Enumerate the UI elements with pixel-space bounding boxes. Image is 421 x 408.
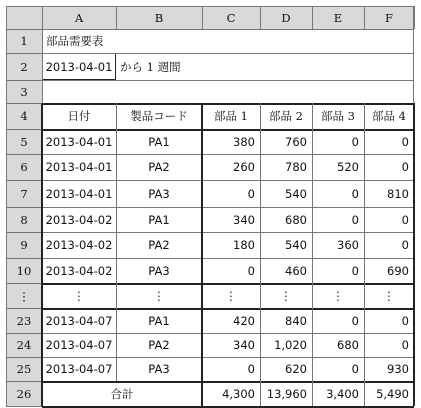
table-cell[interactable]: ⋮ [73, 288, 85, 303]
table-cell[interactable]: 0 [401, 338, 409, 352]
table-col-line [260, 103, 261, 406]
row-header-divider [6, 29, 42, 30]
start-date-cell[interactable]: 2013-04-01 [42, 53, 116, 80]
table-cell[interactable]: 460 [285, 263, 307, 278]
row-header-divider [6, 258, 42, 259]
table-cell[interactable]: 690 [387, 263, 409, 278]
row-header-divider [6, 357, 42, 358]
table-cell[interactable]: 2013-04-01 [45, 160, 113, 174]
table-row-line [42, 103, 414, 105]
table-row-line [42, 308, 414, 310]
total-cell-4[interactable]: 5,490 [376, 386, 409, 401]
row-header-divider [6, 53, 42, 54]
table-cell[interactable]: 2013-04-07 [45, 313, 113, 328]
row-header-8[interactable]: 8 [6, 207, 42, 232]
table-cell[interactable]: 0 [401, 313, 409, 328]
table-cell[interactable]: 2013-04-02 [45, 212, 113, 227]
table-cell[interactable]: 0 [247, 186, 255, 201]
column-header-divider [260, 6, 261, 29]
table-cell[interactable]: 930 [387, 362, 409, 376]
table-row-line [42, 207, 414, 208]
table-cell[interactable]: 0 [247, 362, 255, 376]
table-cell[interactable]: 680 [337, 338, 359, 352]
table-cell[interactable]: 2013-04-01 [45, 186, 113, 201]
column-header-b[interactable]: B [116, 6, 202, 29]
table-cell[interactable]: PA2 [148, 160, 170, 174]
table-cell[interactable]: 0 [351, 134, 359, 149]
table-cell[interactable]: ⋮ [332, 288, 344, 303]
table-cell[interactable]: 0 [401, 134, 409, 149]
table-cell[interactable]: 2013-04-07 [45, 338, 113, 352]
total-cell-3[interactable]: 3,400 [326, 386, 359, 401]
table-cell[interactable]: 760 [285, 134, 307, 149]
table-col-line [116, 103, 117, 381]
table-cell[interactable]: 780 [285, 160, 307, 174]
table-cell[interactable]: 0 [351, 313, 359, 328]
table-cell[interactable]: 380 [233, 134, 255, 149]
table-cell[interactable]: ⋮ [280, 288, 292, 303]
table-cell[interactable]: 0 [247, 263, 255, 278]
row-header-14[interactable]: 25 [6, 357, 42, 381]
table-row-line [42, 283, 414, 285]
row-header-7[interactable]: 7 [6, 180, 42, 207]
top-border [6, 6, 414, 7]
row-header-6[interactable]: 6 [6, 154, 42, 180]
table-cell[interactable]: 0 [351, 212, 359, 227]
table-cell[interactable]: 1,020 [274, 338, 307, 352]
table-cell[interactable]: PA3 [148, 186, 170, 201]
table-cell[interactable]: 260 [233, 160, 255, 174]
column-header-divider [116, 6, 117, 29]
table-row-line [42, 232, 414, 233]
table-row-line [42, 180, 414, 181]
table-cell[interactable]: ⋮ [153, 288, 165, 303]
spreadsheet [6, 6, 414, 401]
table-cell[interactable]: ⋮ [383, 288, 395, 303]
column-header-divider [414, 6, 415, 29]
row-header-divider [6, 129, 42, 130]
row-header-divider [6, 308, 42, 309]
total-cell-2[interactable]: 13,960 [266, 386, 307, 401]
row-header-divider [6, 406, 42, 407]
table-header-3[interactable]: 部品 1 [214, 109, 248, 123]
table-cell[interactable]: 180 [233, 238, 255, 252]
column-header-f[interactable]: F [364, 6, 414, 29]
row-header-divider [6, 232, 42, 233]
table-cell[interactable]: 420 [233, 313, 255, 328]
table-cell[interactable]: 0 [401, 160, 409, 174]
row-header-2[interactable]: 2 [6, 53, 42, 80]
table-cell[interactable]: 0 [401, 212, 409, 227]
table-header-2[interactable]: 製品コード [130, 109, 188, 123]
sheet-title[interactable]: 部品需要表 [46, 34, 104, 48]
table-row-line [42, 357, 414, 358]
row-header-5[interactable]: 5 [6, 129, 42, 154]
row-header-divider [6, 381, 42, 382]
table-cell[interactable]: 0 [401, 238, 409, 252]
column-header-a[interactable]: A [42, 6, 116, 29]
total-label: 合計 [110, 386, 134, 401]
row-header-divider [6, 207, 42, 208]
table-row-line [42, 154, 414, 155]
table-cell[interactable]: 2013-04-01 [45, 134, 113, 149]
table-cell[interactable]: 2013-04-02 [45, 263, 113, 278]
row-header-divider [6, 103, 42, 104]
row-header-divider [6, 80, 42, 81]
table-header-6[interactable]: 部品 4 [372, 109, 406, 123]
table-row-line [42, 129, 414, 131]
row-header-divider [6, 154, 42, 155]
column-header-d[interactable]: D [260, 6, 312, 29]
table-cell[interactable]: PA2 [148, 238, 170, 252]
row-header-11[interactable]: ⋮ [6, 283, 42, 308]
table-cell[interactable]: 340 [233, 212, 255, 227]
table-col-line [41, 103, 43, 406]
table-cell[interactable]: 840 [285, 313, 307, 328]
table-col-line [364, 103, 365, 406]
table-cell[interactable]: 540 [285, 186, 307, 201]
row-header-1[interactable]: 1 [6, 29, 42, 53]
table-cell[interactable]: 340 [233, 338, 255, 352]
row-header-4[interactable]: 4 [6, 103, 42, 129]
row-header-12[interactable]: 23 [6, 308, 42, 333]
row-header-divider [6, 283, 42, 284]
table-row-line [42, 381, 414, 383]
table-cell[interactable]: PA3 [148, 263, 170, 278]
row-header-9[interactable]: 9 [6, 232, 42, 258]
period-text: から 1 週間 [120, 59, 181, 74]
table-row-line [42, 258, 414, 259]
row-header-15[interactable]: 26 [6, 381, 42, 406]
table-cell[interactable]: ⋮ [225, 288, 237, 303]
grid-row-line [42, 53, 414, 54]
table-cell[interactable]: 360 [337, 238, 359, 252]
table-cell[interactable]: 810 [387, 186, 409, 201]
table-header-4[interactable]: 部品 2 [269, 109, 303, 123]
column-header-e[interactable]: E [312, 6, 364, 29]
table-cell[interactable]: PA2 [148, 338, 170, 352]
left-border [6, 6, 7, 406]
table-cell[interactable]: PA3 [148, 362, 170, 376]
total-cell-1[interactable]: 4,300 [222, 386, 255, 401]
table-header-1[interactable]: 日付 [67, 109, 91, 123]
table-cell[interactable]: PA1 [148, 212, 170, 227]
column-header-divider [202, 6, 203, 29]
table-cell[interactable]: 2013-04-02 [45, 238, 113, 252]
column-header-divider [312, 6, 313, 29]
row-header-divider [6, 333, 42, 334]
row-header-divider [6, 180, 42, 181]
table-cell[interactable]: 0 [351, 263, 359, 278]
row-header-13[interactable]: 24 [6, 333, 42, 357]
table-col-line [201, 103, 203, 406]
grid-row-line [42, 29, 414, 30]
table-row-line [42, 333, 414, 334]
row-header-10[interactable]: 10 [6, 258, 42, 283]
grid-row-line [42, 80, 414, 81]
table-header-5[interactable]: 部品 3 [321, 109, 355, 123]
table-cell[interactable]: 620 [285, 362, 307, 376]
column-header-divider [364, 6, 365, 29]
table-cell[interactable]: PA1 [148, 134, 170, 149]
column-header-c[interactable]: C [202, 6, 260, 29]
table-col-line [312, 103, 313, 406]
table-col-line [413, 103, 415, 406]
table-cell[interactable]: 0 [351, 362, 359, 376]
table-cell[interactable]: 2013-04-07 [45, 362, 113, 376]
table-cell[interactable]: 680 [285, 212, 307, 227]
row-header-3[interactable]: 3 [6, 80, 42, 103]
table-cell[interactable]: 0 [351, 186, 359, 201]
table-cell[interactable]: 540 [285, 238, 307, 252]
table-cell[interactable]: 520 [337, 160, 359, 174]
table-cell[interactable]: PA1 [148, 313, 170, 328]
